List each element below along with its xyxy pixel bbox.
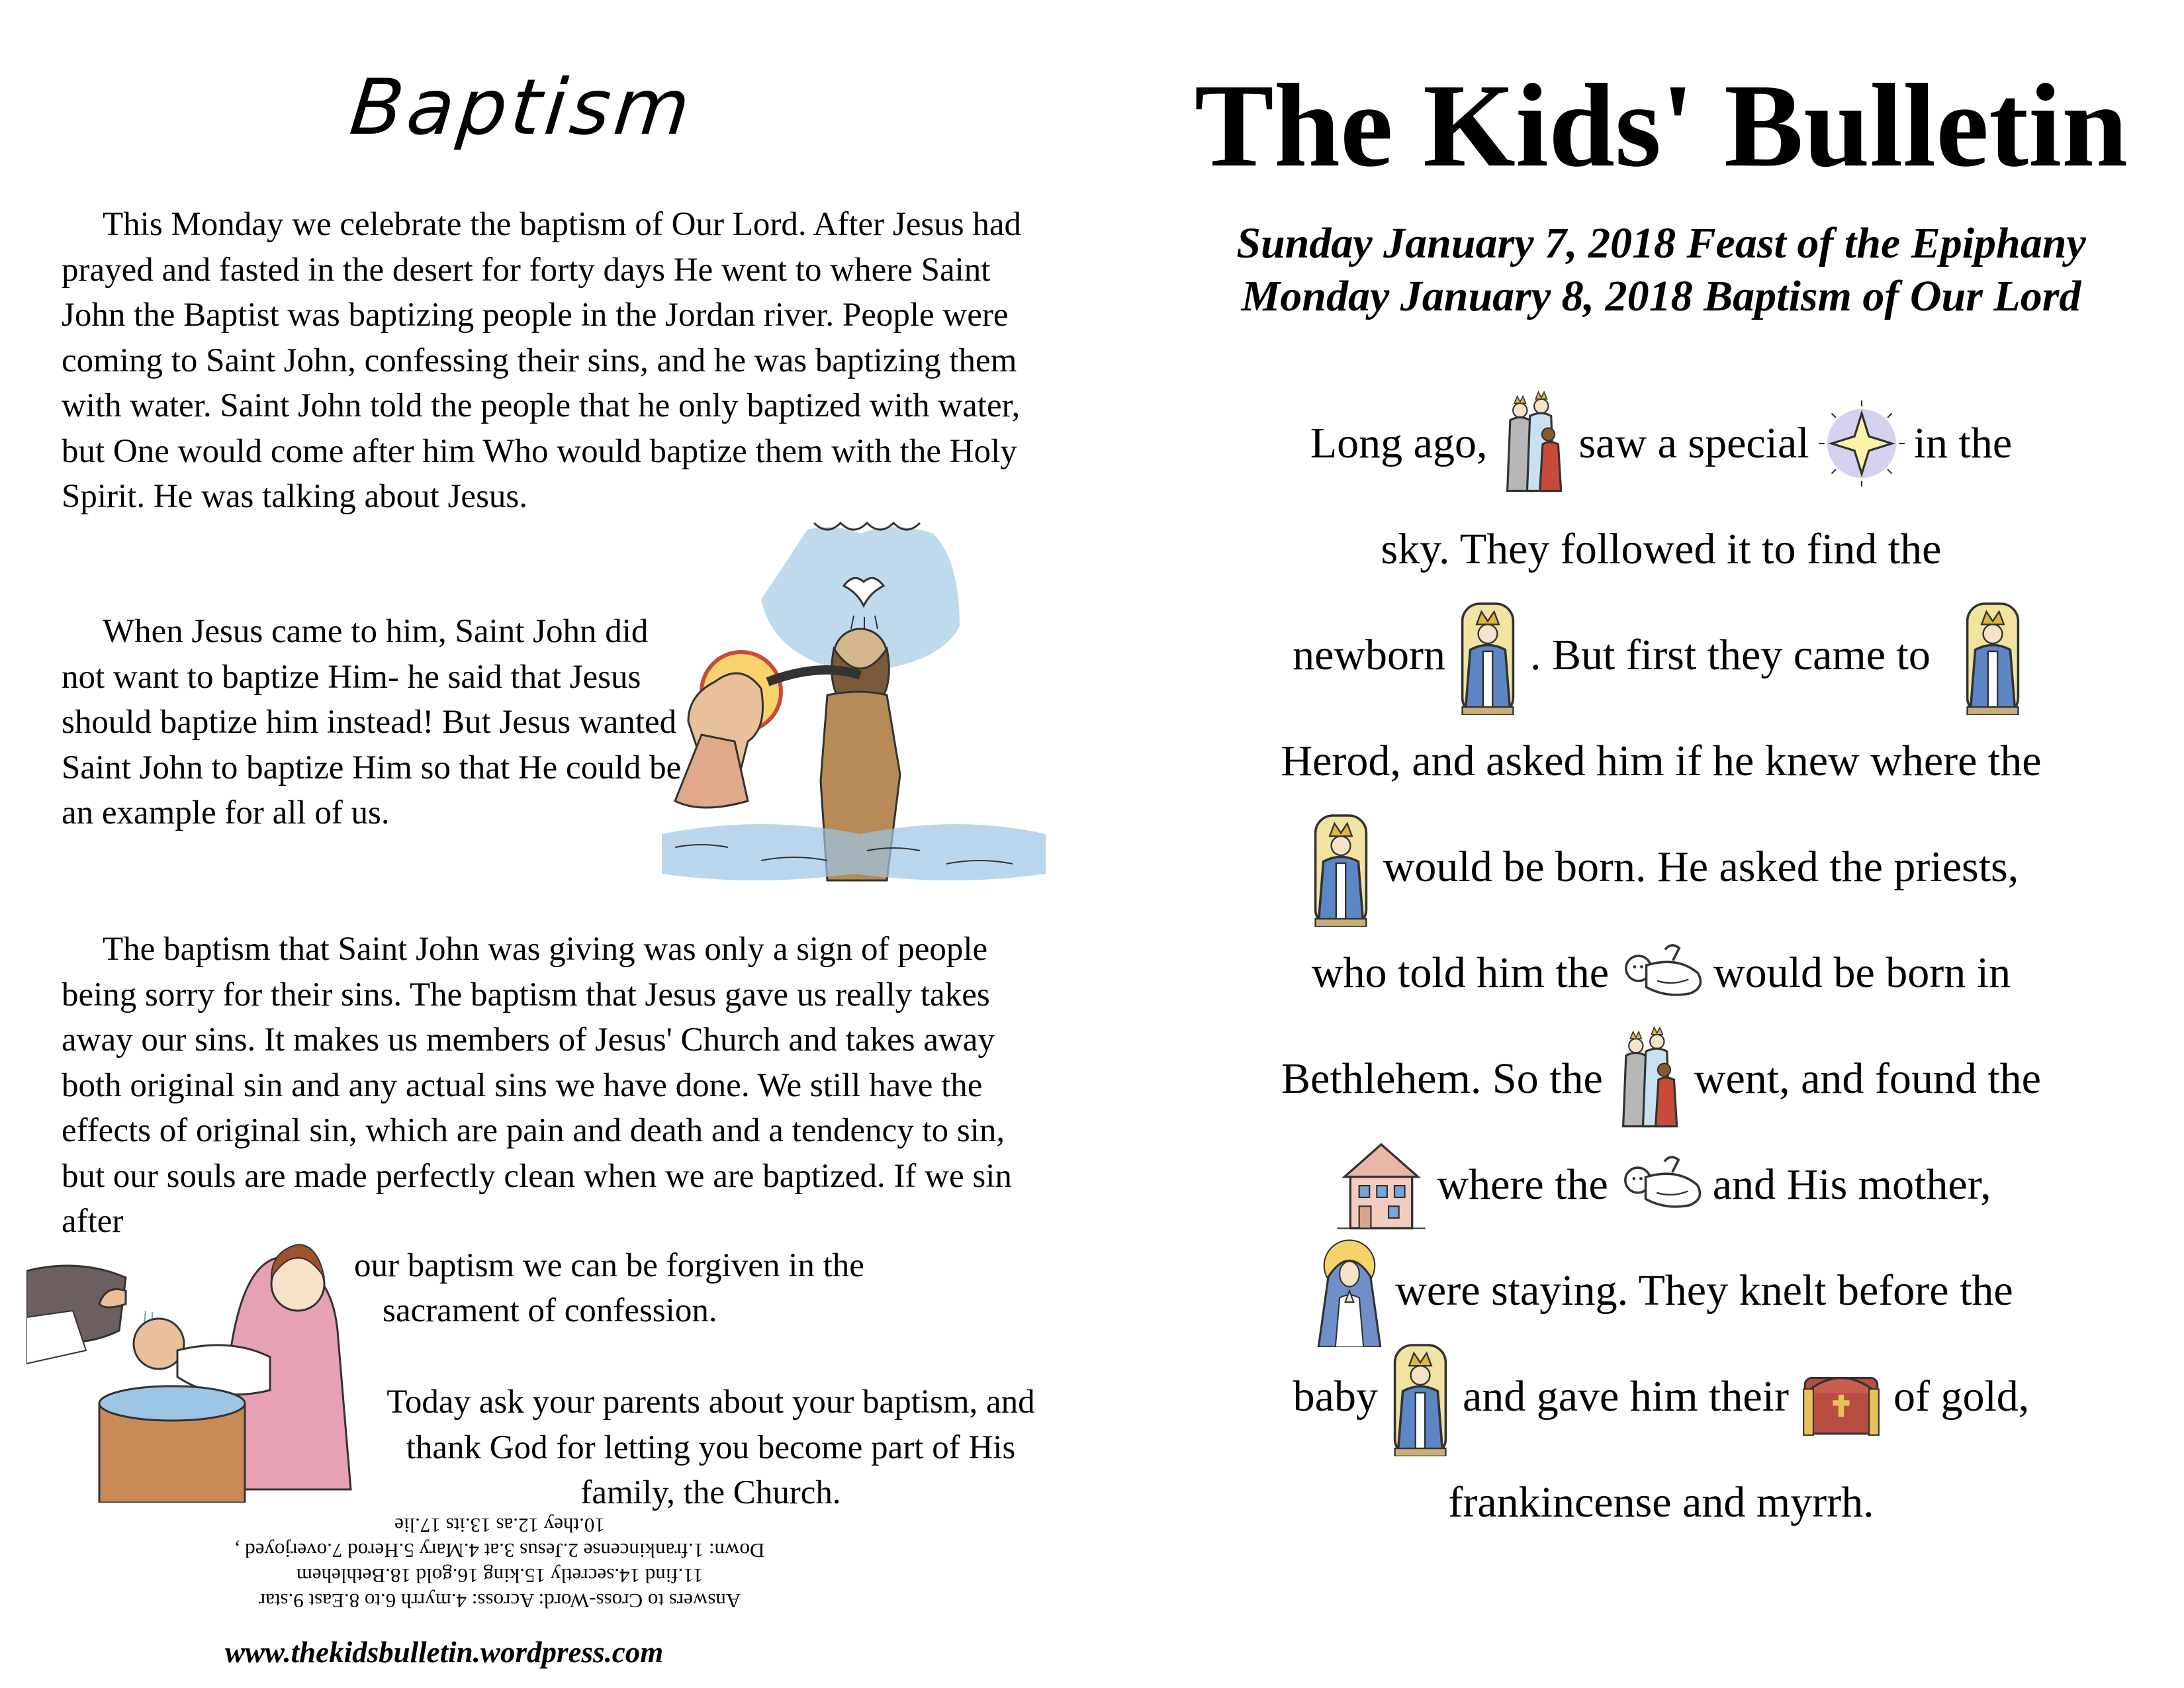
paragraph-3-continued-2: sacrament of confession.	[383, 1292, 717, 1329]
story-text: newborn	[1293, 631, 1446, 679]
story-line-10	[1145, 1344, 2177, 1450]
king-icon	[1960, 596, 2026, 715]
answers-line-3: Down: 1.frankincense 2.Jesus 3.at 4.Mary 5.Herod 7.overjoyed ,	[234, 1539, 765, 1562]
paragraph-1	[62, 202, 1054, 520]
star-icon	[1819, 400, 1905, 487]
story-line-5	[1145, 814, 2177, 920]
story-text: went, and found the	[1694, 1055, 2041, 1103]
wise-men-icon	[1496, 391, 1569, 496]
story-line-8	[1145, 1132, 2177, 1238]
story-line-4	[1145, 708, 2177, 814]
treasure-chest-icon	[1798, 1357, 1884, 1436]
story-text: . But first they came to	[1530, 631, 1931, 679]
website-url[interactable]: www.thekidsbulletin.wordpress.com	[225, 1636, 664, 1669]
paragraph-2-text: When Jesus came to him, Saint John did not want to baptize Him- he said that Jesus should baptize him instead! But Jesus wanted Saint John to baptize Him so that He could be an example for all of us.	[62, 613, 682, 831]
story-text: Herod, and asked him if he knew where the	[1281, 737, 2042, 785]
masthead-title: The Kids' Bulletin	[1194, 60, 2128, 191]
story-line-3	[1145, 602, 2177, 708]
story-text: and gave him their	[1462, 1372, 1789, 1421]
story-text: saw a special	[1578, 419, 1809, 467]
king-icon	[1387, 1337, 1453, 1456]
story-text: in the	[1913, 419, 2013, 467]
wise-men-icon	[1612, 1026, 1685, 1132]
paragraph-1-text: This Monday we celebrate the baptism of Our Lord. After Jesus had prayed and fasted in the desert for forty days He went to where Saint John the Baptist was baptizing people in the Jordan river. People were coming to Saint John, confessing their sins, and he was baptizing them with water. Saint John told the people that he only baptized with water, but One would come after him Who would baptize them with the Holy Spirit. He was talking about Jesus.	[62, 206, 1021, 515]
baptism-of-jesus-illustration	[655, 516, 1052, 894]
story-line-6	[1145, 920, 2177, 1026]
story-text: where the	[1437, 1160, 1608, 1209]
story-text: Long ago,	[1310, 419, 1488, 467]
story-line-11	[1145, 1450, 2177, 1556]
infant-baptism-illustration	[26, 1238, 397, 1503]
answers-line-2: 11.find 14.secretly 15.king 16.gold 18.Bethlehem	[296, 1564, 704, 1587]
story-text: Bethlehem. So the	[1281, 1055, 1603, 1103]
story-text: would be born in	[1713, 949, 2011, 997]
baby-jesus-icon	[1617, 1152, 1704, 1218]
story-text: would be born. He asked the priests,	[1383, 843, 2019, 891]
paragraph-4	[380, 1380, 1042, 1516]
story-text: sky. They followed it to find the	[1381, 525, 1942, 573]
story-line-1	[1145, 391, 2177, 496]
house-icon	[1335, 1139, 1428, 1231]
answers-line-4: 10.they 12.as 13.its 17.lie	[394, 1514, 605, 1537]
answers-line-1: Answers to Cross-Word: Across: 4.myrrh 6.to 8.East 9.star	[258, 1589, 741, 1613]
paragraph-3-continued-1: our baptism we can be forgiven in the	[354, 1247, 864, 1284]
king-icon	[1455, 596, 1521, 715]
section-title: Baptism	[345, 63, 698, 152]
paragraph-4-text: Today ask your parents about your baptism, and thank God for letting you become part of His family, the Church.	[387, 1383, 1035, 1511]
baby-jesus-icon	[1618, 940, 1704, 1006]
story-text: baby	[1293, 1372, 1378, 1421]
story-text: frankincense and myrrh.	[1448, 1478, 1874, 1526]
king-icon	[1308, 808, 1374, 927]
mary-icon	[1313, 1235, 1386, 1347]
date-line-1: Sunday January 7, 2018 Feast of the Epiphany	[1236, 219, 2086, 267]
story-text: and His mother,	[1712, 1160, 1991, 1209]
paragraph-3	[62, 927, 1054, 1244]
paragraph-2	[62, 609, 697, 836]
story-line-2	[1145, 496, 2177, 602]
story-line-7	[1145, 1026, 2177, 1132]
crossword-answers	[93, 1513, 907, 1613]
story-text: were staying. They knelt before the	[1395, 1266, 2013, 1315]
date-line-2: Monday January 8, 2018 Baptism of Our Lord	[1241, 272, 2081, 320]
story-text: who told him the	[1311, 949, 1610, 997]
story-line-9	[1145, 1238, 2177, 1344]
paragraph-3-text: The baptism that Saint John was giving was only a sign of people being sorry for their sins. The baptism that Jesus gave us really takes away our sins. It makes us members of Jesus' Church and takes away both original sin and any actual sins we have done. We still have the effects of original sin, which are pain and death and a tendency to sin, but our souls are made perfectly clean when we are baptized. If we sin after	[62, 931, 1012, 1240]
story-text: of gold,	[1893, 1372, 2030, 1421]
